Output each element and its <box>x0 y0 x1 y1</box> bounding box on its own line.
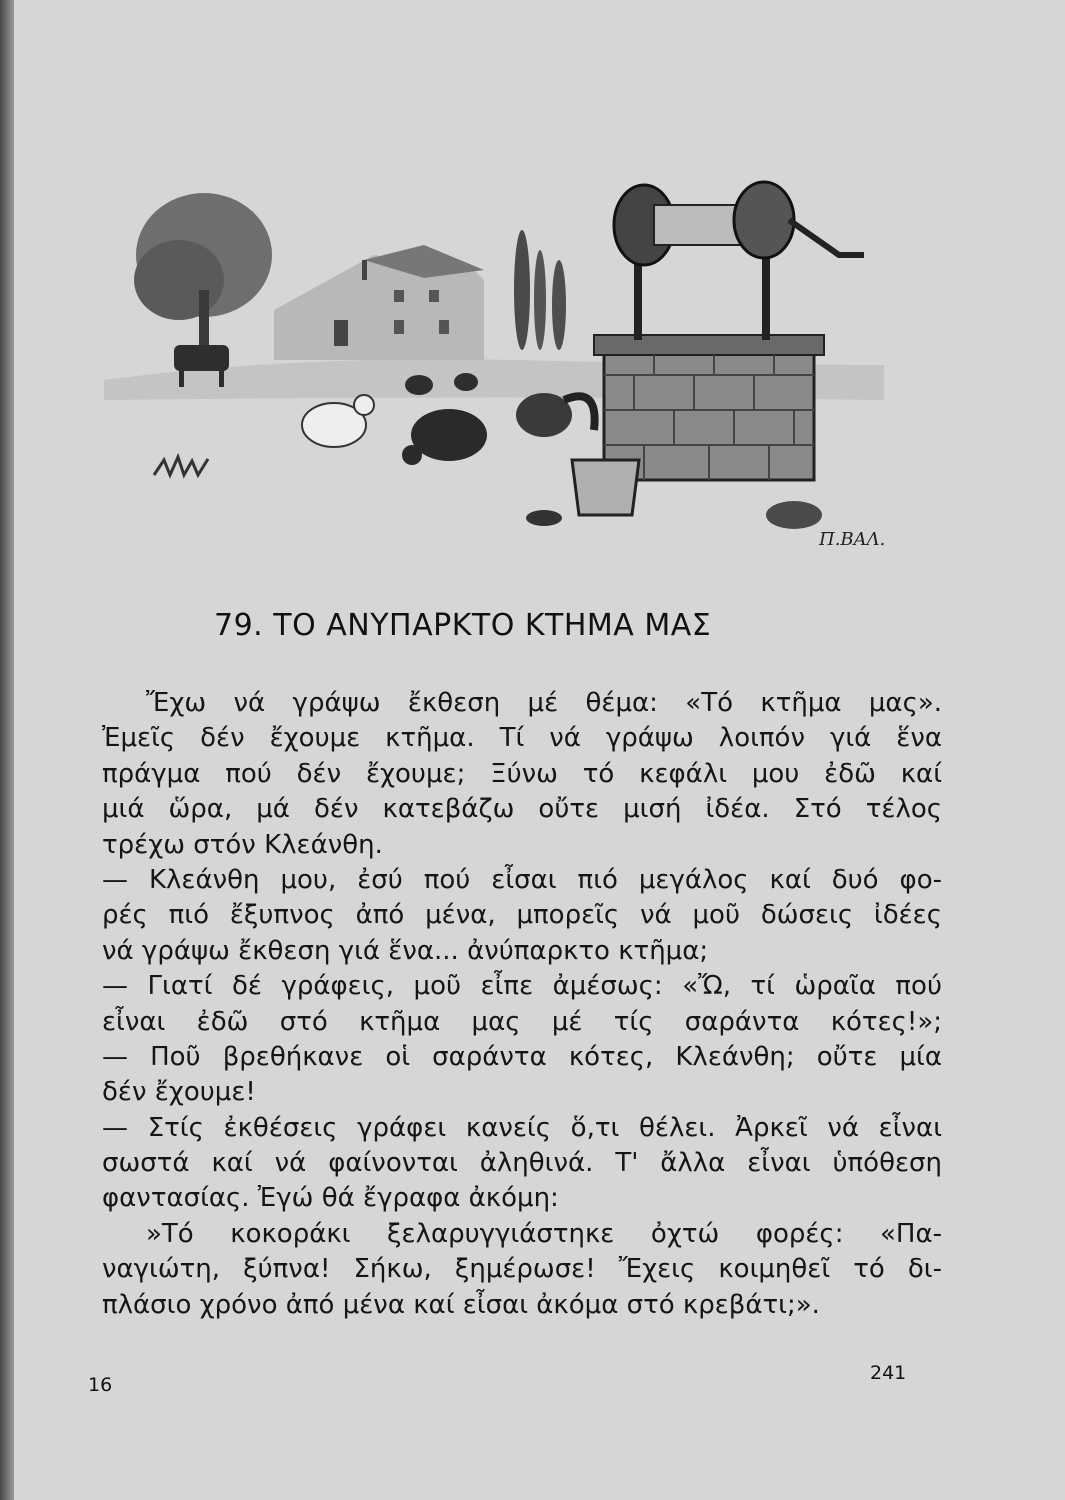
body-line: σωστά καί νά φαίνονται ἀληθινά. Τ' ἄλλα εἶναι ὑπόθεση <box>102 1148 942 1179</box>
body-line: — Ποῦ βρεθήκανε οἱ σαράντα κότες, Κλεάνθη; οὔτε μία <box>102 1041 942 1072</box>
body-line: »Τό κοκοράκι ξελαρυγγιάστηκε ὀχτώ φορές: «Πα- <box>146 1218 942 1249</box>
signature-mark: 16 <box>88 1374 113 1396</box>
body-line: τρέχω στόν Κλεάνθη. <box>102 829 383 860</box>
body-line: ναγιώτη, ξύπνα! Σήκω, ξημέρωσε! Ἔχεις κοιμηθεῖ τό δι- <box>102 1254 942 1285</box>
body-line: δέν ἔχουμε! <box>102 1077 256 1108</box>
body-line: νά γράψω ἔκθεση γιά ἕνα... ἀνύπαρκτο κτῆμα; <box>102 935 709 966</box>
body-line: πράγμα πού δέν ἔχουμε; Ξύνω τό κεφάλι μου ἐδῶ καί <box>102 758 942 789</box>
body-line: Ἔχω νά γράψω ἔκθεση μέ θέμα: «Τό κτῆμα μας». <box>146 688 942 718</box>
body-line: πλάσιο χρόνο ἀπό μένα καί εἶσαι ἀκόμα στό κρεβάτι;». <box>102 1289 820 1320</box>
body-line: — Γιατί δέ γράφεις, μοῦ εἶπε ἀμέσως: «Ὤ, τί ὡραῖα πού <box>102 971 942 1002</box>
body-line: εἶναι ἐδῶ στό κτῆμα μας μέ τίς σαράντα κότες!»; <box>102 1006 942 1037</box>
illustrator-signature: Π.ΒΑΛ. <box>819 529 886 550</box>
farm-well-illustration <box>94 160 894 560</box>
body-line: μιά ὥρα, μά δέν κατεβάζω οὔτε μισή ἰδέα. Στό τέλος <box>102 794 942 825</box>
body-line: Ἐμεῖς δέν ἔχουμε κτῆμα. Τί νά γράψω λοιπόν γιά ἕνα <box>102 723 942 754</box>
book-spine-shadow <box>0 0 14 1500</box>
chapter-heading <box>214 608 814 643</box>
book-page <box>14 0 1065 1500</box>
chapter-number: 79. <box>214 608 264 643</box>
body-line: — Κλεάνθη μου, ἐσύ πού εἶσαι πιό μεγάλος καί δυό φο- <box>102 864 942 895</box>
story-body <box>102 686 942 1323</box>
body-line: — Στίς ἐκθέσεις γράφει κανείς ὅ,τι θέλει. Ἀρκεῖ νά εἶναι <box>102 1112 942 1143</box>
body-line: φαντασίας. Ἐγώ θά ἔγραφα ἀκόμη: <box>102 1183 559 1214</box>
body-line: ρές πιό ἔξυπνος ἀπό μένα, μπορεῖς νά μοῦ δώσεις ἰδέες <box>102 900 942 931</box>
page-number: 241 <box>870 1362 907 1384</box>
chapter-title-text: ΤΟ ΑΝΥΠΑΡΚΤΟ ΚΤΗΜΑ ΜΑΣ <box>273 608 712 643</box>
